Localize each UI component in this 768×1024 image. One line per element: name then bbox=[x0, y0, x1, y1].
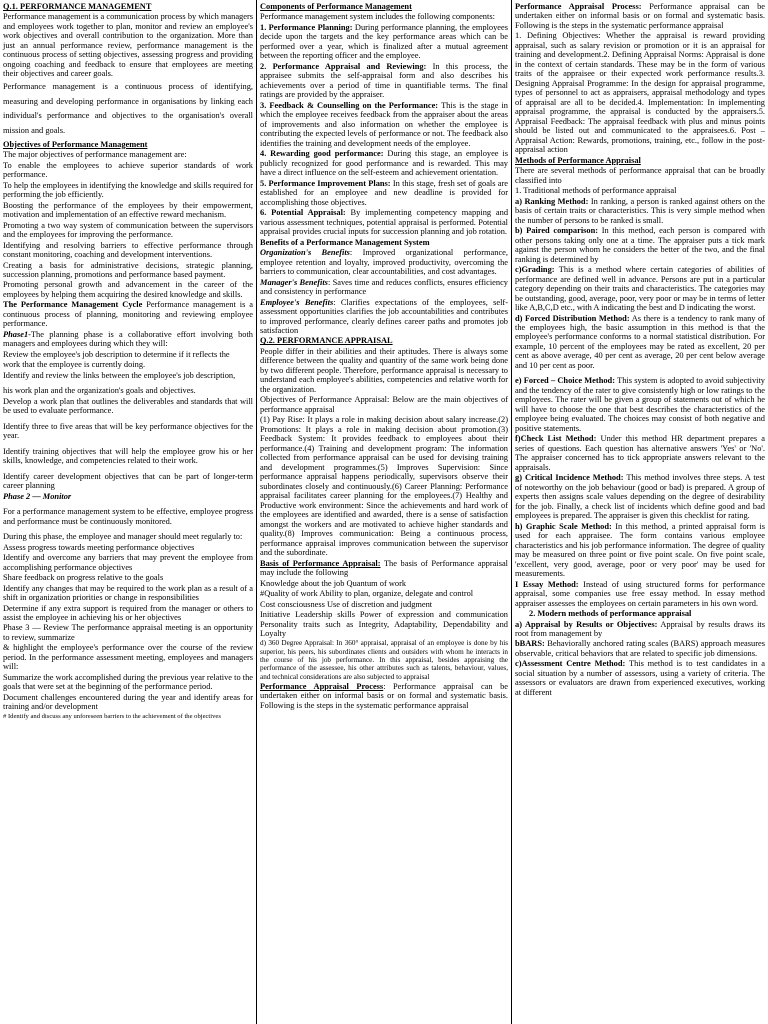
monitor-item: Identify any changes that may be required to the work plan as a result of a shift in organization priorities or change in responsibilities bbox=[3, 583, 253, 603]
objective-item: Boosting the performance of the employees by their empowerment, motivation and implementation of an effective reward mechanism. bbox=[3, 200, 253, 220]
phase1-title: Phase1 bbox=[3, 329, 29, 339]
q1-paragraph-2: Performance management is a continuous process of identifying, measuring and developing performance in organisations by linking each individual's performance and objectives to the organisation's overall mission and goals. bbox=[3, 81, 253, 135]
cycle-title: The Performance Management Cycle bbox=[3, 300, 143, 310]
objectives-heading: Objectives of Performance Management bbox=[3, 139, 148, 149]
benefit-item: Employee's Benefits: Clarifies expectations of the employees, self- assessment opportunities clarifies the job accountabilities and contributes to improved performance, clearly defines career paths and promotes job satisfaction bbox=[260, 297, 508, 335]
cycle-text: Performance management is a continuous process of planning, monitoring and reviewing employee performance. bbox=[3, 300, 253, 329]
basis-line: Initiative Leadership skills Power of expression and communication Personality traits such as Integrity, Adaptability, Dependability and Loyalty bbox=[260, 610, 508, 638]
monitor-item: Share feedback on progress relative to the goals bbox=[3, 573, 164, 583]
phase1-text: -The planning phase is a collaborative effort involving both managers and employees during which they will: bbox=[3, 329, 253, 349]
methods-intro: There are several methods of performance appraisal that can be broadly classified into bbox=[515, 166, 765, 185]
pa-objectives-text: (1) Pay Rise: It plays a role in making decision about salary increase.(2) Promotions: It plays a role in making decision about promotion.(3) Feedback System: It provides feedback to employees about their performance.(4) Training and development program: The information collected from performance appraisal can be used for devising training and development programmes.(5) Improves Supervision: Since performance appraisal happens periodically, supervisors observe their subordinates closely and continuously.(6) Career Planning: Performance appraisal facilitates career planning for the employees.(7) Healthy and Productive work environment: Since the achievements and hard work of the employees are identified and awarded, there is a sense of satisfaction amongst the workers and are motivated to achieve higher standards and quality.(8) Improves communication: Being a continuous process, performance appraisal improves communication between the supervisor and the subordinate. bbox=[260, 415, 508, 558]
monitor-paragraph: For a performance management system to be effective, employee progress and performance must be continuously monitored. bbox=[3, 507, 253, 526]
component-item: 6. Potential Appraisal: By implementing competency mapping and various assessment techniques, potential appraisal is performed. Potential appraisal provides crucial inputs for succession planning and job rotation. bbox=[260, 208, 509, 237]
process-steps: 1. Defining Objectives: Whether the appraisal is reward providing appraisal, such as salary revision or promotion or it is an appraisal for training and development.2. Defining Appraisal Norms: Appraisal is done in the context of certain standards. These may be in the form of various traits of the appraisee or their expected work performance results.3. Designing Appraisal Programme: In the design for appraisal programme, types of personnel to act as appraisers, appraisal methodology and types of appraisal are all to be decided.4. Implementation: In implementing appraisal programme, the appraisal is conducted by the appraisers.5. Appraisal Feedback: The appraisal feedback with plus and minus points should be listed out and communicated to the appraisees.6. Post – Appraisal Action: Rewards, promotions, training, etc., follow in the post-appraisal action bbox=[515, 31, 765, 155]
method-item: a) Ranking Method: In ranking, a person is ranked against others on the basis of certain traits or characteristics. This is very simple method when the number of persons to be ranked is small. bbox=[515, 196, 765, 225]
methods-heading: Methods of Performance Appraisal bbox=[515, 155, 641, 165]
benefit-item: Organization's Benefits: Improved organizational performance, employee retention and loyalty, improved productivity, overcoming the barriers to communication, clear accountabilities, and cost advantages. bbox=[260, 248, 508, 277]
phase1-paragraph bbox=[3, 330, 253, 349]
method-item: d) Forced Distribution Method: As there is a tendency to rank many of the employees high, the basic assumption in this method is that the employee's performance conforms to a normal statistical distribution. For example, 10 percent of the employees may be rated as excellent, 20 per cent as above average, 40 per cent as average, 20 per cent below average and 10 per cent as poor. bbox=[515, 313, 766, 370]
column-3 bbox=[512, 0, 768, 1024]
pa-objectives-intro: Objectives of Performance Appraisal: Below are the main objectives of performance appraisal bbox=[260, 395, 508, 414]
phase2-title: Phase 2 — Monitor bbox=[3, 491, 72, 501]
footnote: # Identify and discuss any unforeseen barriers to the achievement of the objectives bbox=[3, 712, 221, 720]
modern-methods-title: 2. Modern methods of performance appraisal bbox=[529, 609, 692, 619]
basis-line: Cost consciousness Use of discretion and judgment bbox=[260, 599, 433, 609]
q1-heading: Q.1. PERFORMANCE MANAGEMENT bbox=[3, 2, 152, 11]
components-intro: Performance management system includes the following components: bbox=[260, 12, 495, 22]
monitor-item: Determine if any extra support is required from the manager or others to assist the employee in achieving his or her objectives bbox=[3, 603, 253, 622]
modern-method-item: bBARS: Behaviorally anchored rating scales (BARS) approach measures observable, critical behaviors that are related to specific job dimensions. bbox=[515, 639, 765, 658]
monitor-item: Identify and overcome any barriers that may prevent the employee from accomplishing performance objectives bbox=[3, 553, 253, 572]
phase1-item: work that the employee is currently doing. bbox=[3, 360, 146, 370]
objectives-intro: The major objectives of performance management are: bbox=[3, 150, 187, 160]
phase3-line: Summarize the work accomplished during the previous year relative to the goals that were set at the beginning of the performance period. bbox=[3, 672, 253, 692]
basis-line: Knowledge about the job Quantum of work bbox=[260, 578, 407, 588]
method-item: e) Forced – Choice Method: This system is adopted to avoid subjectivity and the tendency of the rater to give consistently high or low ratings to the employees. The rater will be given a group of statements out of which he will have to choose the one that best describes the characteristics of the employee being evaluated. The choices may consist of both negative and positive statements. bbox=[515, 376, 765, 433]
benefits-heading: Benefits of a Performance Management System bbox=[260, 237, 430, 247]
method-item: c)Grading: This is a method where certain categories of abilities of performance are defined well in advance. Persons are put in a particular category depending on their traits and characteristics. The categories may be outstanding, good, average, poor, very poor or may be in terms of letter like A,B,C,D etc., with A indicating the best and D indicating the worst. bbox=[515, 265, 765, 313]
objective-item: Creating a basis for administrative decisions, strategic planning, succession planning, promotions and performance based payment. bbox=[3, 260, 253, 279]
component-item: 2. Performance Appraisal and Reviewing: In this process, the appraisee submits the self-appraisal form and also describes his achievements over a period of time in quantifiable terms. The final ratings are provided by the appraiser. bbox=[260, 61, 508, 100]
traditional-methods-title: 1. Traditional methods of performance appraisal bbox=[515, 186, 677, 196]
q2-heading: Q.2. PERFORMANCE APPRAISAL bbox=[260, 336, 393, 346]
phase3-line: & highlight the employee's performance over the course of the review period. In the performance assessment meeting, employees and managers will: bbox=[3, 643, 253, 672]
objective-item: To help the employees in identifying the knowledge and skills required for performing the job efficiently. bbox=[3, 180, 253, 200]
method-item: I Essay Method: Instead of using structured forms for performance appraisal, some companies use free essay method. In essay method appraiser assesses the employees on certain parameters in his own word. bbox=[515, 579, 765, 608]
objective-item: To enable the employees to achieve superior standards of work performance. bbox=[3, 160, 253, 180]
method-item: f)Check List Method: Under this method HR department prepares a series of questions. Each question has alternative answers 'Yes' or 'No'. The appraiser concerned has to tick appropriate answers relevant to the appraisals. bbox=[515, 434, 765, 472]
column-1 bbox=[0, 0, 257, 1024]
phase1-item: his work plan and the organization's goals and objectives. bbox=[3, 386, 196, 396]
benefit-item: Manager's Benefits: Saves time and reduces conflicts, ensures efficiency and consistency in performance bbox=[260, 277, 508, 297]
component-item: 5. Performance Improvement Plans: In this stage, fresh set of goals are established for an employee and new deadline is provided for accomplishing those objectives. bbox=[260, 178, 508, 207]
modern-method-item: c)Assessment Centre Method: This method is to test candidates in a social situation by a number of assessors, using a variety of criteria. The assessors or evaluators are drawn from experienced executives, working at different bbox=[515, 659, 765, 697]
components-heading: Components of Performance Management bbox=[260, 2, 412, 11]
degree-360-paragraph: d) 360 Degree Appraisal: In 360° appraisal, appraisal of an employee is done by his superior, his peers, his subordinates clients and outsiders with whom he interacts in the course of his job performance. In this appraisal, besides appraising the performance of the assessee, his other attributes such as talents, behaviour, values, and technical considerations are also subjected to appraisal bbox=[260, 639, 508, 681]
objective-item: Promoting personal growth and advancement in the career of the employees by helping them acquiring the desired knowledge and skills. bbox=[3, 280, 253, 299]
method-item: g) Critical Incidence Method: This method involves three steps. A test of noteworthy on the job behaviour (good or bad) is prepared. A group of experts then assigns scale values depending on the degree of desirability for the job. Finally, a check list of incidents which define good and bad employees is prepared. The appraiser is given this checklist for rating. bbox=[515, 473, 765, 521]
process-paragraph: Performance Appraisal Process: Performance appraisal can be undertaken either on informal basis or on formal and systematic basis. Following is the steps in the systematic performance appraisal bbox=[260, 681, 508, 710]
component-item: 3. Feedback & Counselling on the Performance: This is the stage in which the employee receives feedback from the appraiser about the areas of improvements and also information on whether the employee is contributing the expected levels of performance or not. The feedback also identifies the training and development needs of the employee. bbox=[260, 100, 508, 148]
phase3-line: Document challenges encountered during the year and identify areas for training and/or development bbox=[3, 692, 253, 712]
phase1-item: Develop a work plan that outlines the deliverables and standards that will be used to evaluate performance. bbox=[3, 396, 253, 416]
objective-item: Identifying and resolving barriers to effective performance through constant monitoring, coaching and development interventions. bbox=[3, 240, 253, 260]
method-item: b) Paired comparison: In this method, each person is compared with other persons taking only one at a time. The appraiser puts a tick mark against the person whom he considers the better of the two, and the final ranking is determined by bbox=[515, 226, 766, 264]
basis-paragraph: Basis of Performance Appraisal: The basis of Performance appraisal may include the following bbox=[260, 558, 508, 578]
basis-line: #Quality of work Ability to plan, organize, delegate and control bbox=[260, 589, 474, 599]
objective-item: Promoting a two way system of communication between the supervisors and the employees for improving the performance. bbox=[3, 220, 253, 240]
phase1-item: Identify three to five areas that will be key performance objectives for the year. bbox=[3, 421, 253, 441]
phase1-item: Identify career development objectives that can be part of longer-term career planning bbox=[3, 471, 253, 491]
component-item: 1. Performance Planning: During performance planning, the employees decide upon the targets and the key performance areas which can be performed over a year, which is finalized after a mutual agreement between the reporting officer and the employee. bbox=[260, 22, 508, 61]
modern-method-item: a) Appraisal by Results or Objectives: Appraisal by results draws its root from management by bbox=[515, 619, 765, 638]
phase1-item: Identify training objectives that will help the employee grow his or her skills, knowledge, and competencies related to their work. bbox=[3, 446, 253, 466]
process-heading-paragraph: Performance Appraisal Process: Performance appraisal can be undertaken either on informal basis or on formal and systematic basis. Following is the steps in the systematic performance appraisal bbox=[515, 2, 765, 30]
phase1-item: Review the employee's job description to determine if it reflects the bbox=[3, 349, 230, 359]
phase3-title: Phase 3 — Review The performance appraisal meeting is an opportunity to review, summarize bbox=[3, 623, 253, 642]
component-item: 4. Rewarding good performance: During this stage, an employee is publicly recognized for good performance and is rewarded. This may have a direct influence on the self-esteem and achievement orientation. bbox=[260, 149, 508, 178]
q1-paragraph-1: Performance management is a communication process by which managers and employees work together to plan, monitor and review an employee's work objectives and overall contribution to the organization. More than just an annual performance review, performance management is the continuous process of setting objectives, assessing progress and providing ongoing coaching and feedback to ensure that employees are meeting their objectives and career goals. bbox=[3, 12, 253, 79]
column-2 bbox=[257, 0, 512, 1024]
pa-paragraph: People differ in their abilities and their aptitudes. There is always some difference between the quality and quantity of the same work being done by two different people. Therefore, performance appraisal is necessary to understand each employee's abilities, competencies and relative worth for the organization. bbox=[260, 346, 508, 394]
phase1-item: Identify and review the links between the employee's job description, bbox=[3, 370, 236, 380]
monitor-intro: During this phase, the employee and manager should meet regularly to: bbox=[3, 532, 243, 542]
method-item: h) Graphic Scale Method: In this method, a printed appraisal form is used for each appraisee. The form contains various employee characteristics and his job performance information. The degree of quality may be measured on three point or five point scale. On five point scale, 'excellent, very good, average, poor or very poor' may be used for measurements. bbox=[515, 521, 765, 579]
cycle-paragraph bbox=[3, 300, 253, 328]
monitor-item: Assess progress towards meeting performance objectives bbox=[3, 542, 195, 552]
